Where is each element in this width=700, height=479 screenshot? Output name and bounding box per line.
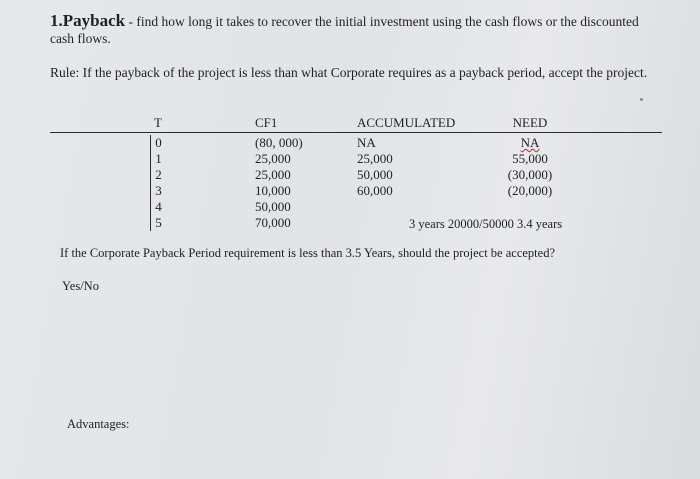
column-t	[150, 115, 166, 231]
accumulated-cell: NA	[357, 135, 376, 150]
section-heading	[50, 12, 650, 47]
column-cf	[255, 115, 303, 231]
header-cf: CF1	[255, 115, 278, 130]
need-cell: NA	[520, 135, 540, 150]
cf-cell: (80, 000)	[255, 135, 303, 150]
cf-cell: 70,000	[255, 215, 291, 230]
section-description: - find how long it takes to recover the initial investment using the cash flows or the discounted cash flows.	[50, 14, 639, 46]
t-cell: 4	[155, 199, 162, 214]
column-need	[505, 115, 555, 199]
header-need: NEED	[512, 115, 548, 130]
header-t: T	[154, 115, 162, 130]
cf-cell: 25,000	[255, 167, 291, 182]
cf-values	[255, 135, 303, 231]
payback-calculation: 3 years 20000/50000 3.4 years	[409, 217, 563, 231]
answer-options: Yes/No	[62, 279, 99, 293]
accumulated-cell: 25,000	[357, 151, 393, 166]
question-text: If the Corporate Payback Period requirement is less than 3.5 Years, should the project be accepted?	[60, 246, 555, 260]
rule-text: Rule: If the payback of the project is less than what Corporate requires as a payback period, accept the project.	[50, 65, 648, 80]
table-header-divider	[50, 132, 662, 133]
t-cell: 3	[155, 183, 162, 198]
cf-cell: 25,000	[255, 151, 291, 166]
speck	[640, 98, 643, 101]
header-accumulated: ACCUMULATED	[357, 115, 456, 130]
advantages-label: Advantages:	[67, 417, 130, 431]
t-cell: 0	[155, 135, 162, 150]
accumulated-cell: 60,000	[357, 183, 393, 198]
need-values	[505, 135, 555, 199]
t-values	[150, 135, 166, 231]
t-cell: 1	[155, 151, 162, 166]
need-cell: (20,000)	[507, 183, 553, 198]
section-title: 1.Payback	[50, 11, 126, 30]
accumulated-values	[357, 135, 455, 199]
need-cell: 55,000	[512, 151, 548, 166]
t-cell: 2	[155, 167, 162, 182]
cf-cell: 10,000	[255, 183, 291, 198]
t-cell: 5	[155, 215, 162, 230]
cf-cell: 50,000	[255, 199, 291, 214]
column-accumulated	[357, 115, 455, 199]
need-cell: (30,000)	[507, 167, 553, 182]
accumulated-cell: 50,000	[357, 167, 393, 182]
